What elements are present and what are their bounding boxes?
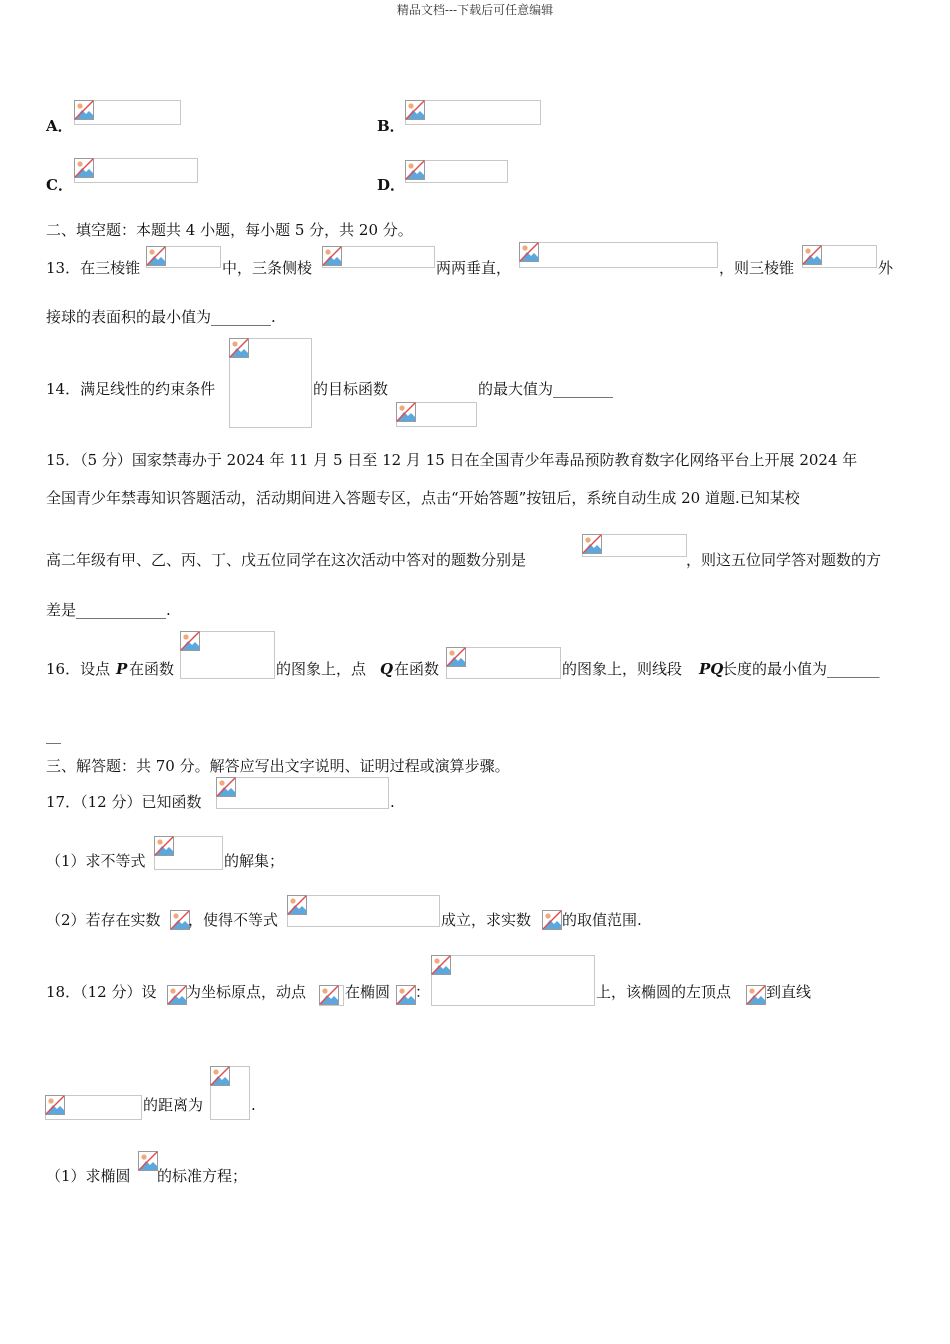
q18-text-5: 上，该椭圆的左顶点 [596, 983, 732, 1001]
q18-text-2: 为坐标原点，动点 [186, 983, 307, 1001]
q18-sub1-text-a: （1）求椭圆 [46, 1167, 131, 1185]
q17-sub2-text-a: （2）若存在实数 [46, 911, 161, 929]
q18-image-c [396, 985, 415, 1004]
q14-image-constraints [229, 338, 312, 428]
q14-text-1: 14．满足线性的约束条件 [46, 380, 216, 398]
q16-point-q: Q [380, 660, 394, 678]
q15-line-1: 15．（5 分）国家禁毒办于 2024 年 11 月 5 日至 12 月 15 日在全国青少年毒品预防教育数字化网络平台上开展 2024 年 [46, 451, 858, 469]
q13-text-2: 中，三条侧棱 [222, 259, 313, 277]
q13-text-1: 13．在三棱锥 [46, 259, 141, 277]
page-header: 精品文档---下载后可任意编辑 [396, 3, 554, 17]
q16-text-4: 在函数 [394, 660, 440, 678]
option-a-label: A． [46, 117, 73, 135]
q18-image-ellipse [431, 955, 595, 1006]
option-d-label: D． [377, 176, 406, 194]
option-b-label: B． [377, 117, 405, 135]
q13-image-3 [519, 242, 718, 268]
q18-text-6: 到直线 [766, 983, 812, 1001]
q15-line-2: 全国青少年禁毒知识答题活动，活动期间进入答题专区，点击“开始答题”按钮后，系统自动生成 20 道题.已知某校 [46, 489, 800, 507]
q18-text-4: ： [415, 983, 431, 1001]
q18-text-7: 的距离为 [143, 1096, 204, 1114]
q14-text-2: 的目标函数 [313, 380, 389, 398]
section-3-heading: 三、解答题：共 70 分。解答应写出文字说明、证明过程或演算步骤。 [46, 757, 510, 775]
q16-text-2: 在函数 [129, 660, 175, 678]
q18-text-1: 18．（12 分）设 [46, 983, 157, 1001]
q16-point-p: P [116, 660, 128, 678]
q18-sub1-image [138, 1151, 156, 1185]
section-2-heading: 二、填空题：本题共 4 小题，每小题 5 分，共 20 分。 [46, 221, 413, 239]
q13-image-2 [322, 246, 435, 268]
q17-sub1-text-b: 的解集； [224, 852, 285, 870]
q13-text-6: 接球的表面积的最小值为________. [46, 308, 276, 326]
q18-image-point [319, 985, 344, 1006]
q13-text-3: 两两垂直， [436, 259, 512, 277]
q17-sub1-text-a: （1）求不等式 [46, 852, 146, 870]
option-c-label: C． [46, 176, 73, 194]
q14-text-3: 的最大值为________ [478, 380, 614, 398]
q18-sub1-text-b: 的标准方程； [157, 1167, 248, 1185]
q13-text-5: 外 [878, 259, 894, 277]
q18-image-vertex [746, 985, 766, 1004]
q17-sub2-text-d: 的取值范围. [562, 911, 642, 929]
q17-image-function [216, 777, 389, 809]
option-a-image [74, 100, 181, 125]
q15-image-scores [582, 534, 687, 557]
q17-sub2-image-1 [170, 910, 188, 928]
option-b-image [405, 100, 541, 125]
q13-text-4: ，则三棱锥 [719, 259, 795, 277]
q13-image-4 [802, 245, 877, 268]
q14-image-objective [396, 402, 477, 427]
q18-image-distance [210, 1066, 250, 1120]
q16-segment-pq: PQ [699, 660, 724, 678]
q17-text-2: . [390, 793, 395, 811]
q18-image-o [167, 985, 186, 1004]
option-d-image [405, 160, 508, 183]
q17-text-1: 17．（12 分）已知函数 [46, 793, 202, 811]
q16-image-2 [446, 647, 561, 679]
q16-text-1: 16．设点 [46, 660, 111, 678]
q18-image-line [45, 1095, 142, 1120]
q13-image-1 [146, 246, 221, 268]
q16-text-3: 的图象上，点 [276, 660, 367, 678]
q18-text-3: 在椭圆 [345, 983, 391, 1001]
option-c-image [74, 158, 198, 183]
q16-text-7: __ [46, 726, 61, 744]
q17-sub2-image-3 [542, 910, 561, 928]
q17-sub2-image-2 [287, 895, 440, 927]
q17-sub2-text-c: 成立，求实数 [441, 911, 532, 929]
q18-text-8: . [251, 1096, 256, 1114]
q16-text-6: 长度的最小值为_______ [722, 660, 880, 678]
q17-sub2-text-b: ，使得不等式 [188, 911, 279, 929]
q16-image-1 [180, 631, 275, 679]
q15-line-3a: 高二年级有甲、乙、丙、丁、戊五位同学在这次活动中答对的题数分别是 [46, 551, 527, 569]
q15-line-4: 差是____________. [46, 601, 171, 619]
q17-sub1-image [154, 836, 223, 870]
q15-line-3b: ，则这五位同学答对题数的方 [686, 551, 882, 569]
q16-text-5: 的图象上，则线段 [562, 660, 683, 678]
